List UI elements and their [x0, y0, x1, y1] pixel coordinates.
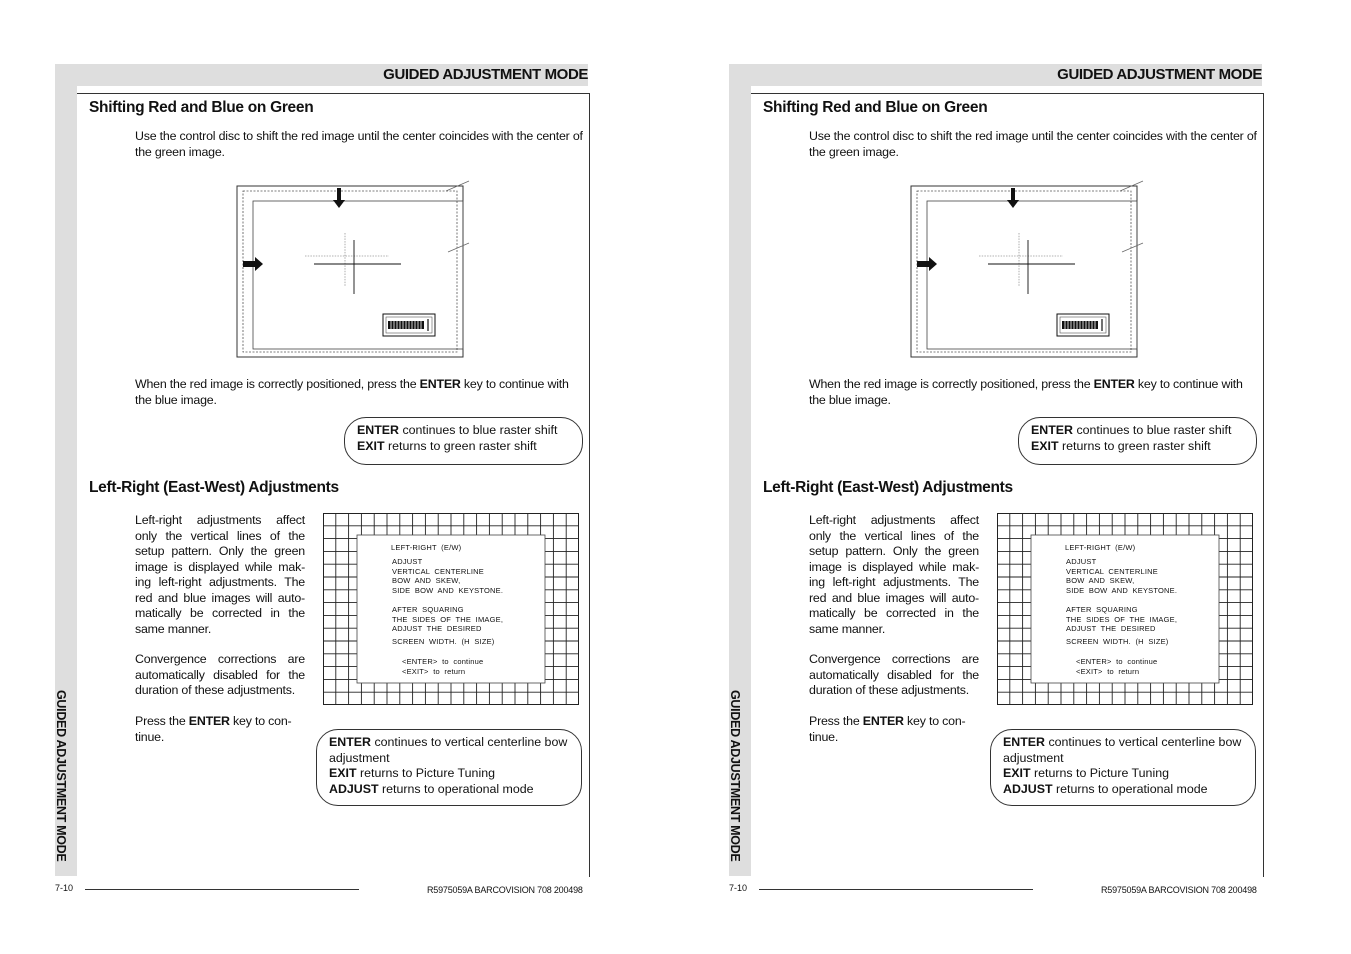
callout-text: returns to Picture Tuning: [1030, 766, 1169, 780]
footer-rule: [759, 889, 1033, 890]
callout-left-right: [316, 729, 582, 806]
osd-title: LEFT-RIGHT (E/W): [391, 543, 462, 552]
callout-line-exit: [329, 766, 569, 782]
left-right-paragraph-2: Convergence corrections are automatically disabled for the duration of these adjustments.: [809, 652, 979, 697]
left-right-paragraph-3: [135, 714, 307, 745]
footer-reference: R5975059A BARCOVISION 708 200498: [427, 885, 583, 895]
left-right-paragraph-3: [809, 714, 981, 745]
manual-page: [55, 0, 655, 954]
callout-line-adjust: [1003, 782, 1243, 798]
callout-line-exit: [1003, 766, 1243, 782]
callout-key: EXIT: [1031, 438, 1059, 453]
callout-key: ADJUST: [329, 781, 379, 796]
footer-reference: R5975059A BARCOVISION 708 200498: [1101, 885, 1257, 895]
left-right-paragraph-1: Left-right adjustments affect only the vertical lines of the setup pattern. Only the green image is displayed while mak-ing left-right adjustments. The red and blue images will auto-matically be corrected in the same manner.: [809, 513, 979, 636]
callout-key: EXIT: [329, 766, 357, 780]
shift-after-pre: When the red image is correctly positioned, press the: [135, 377, 420, 391]
press-post: key to con-tinue.: [135, 714, 292, 744]
footer-rule: [85, 889, 359, 890]
section-heading-left-right: Left-Right (East-West) Adjustments: [89, 479, 339, 496]
osd-block-adjust: ADJUST VERTICAL CENTERLINE BOW AND SKEW, SIDE BOW AND KEYSTONE.: [1066, 557, 1178, 595]
callout-text: returns to operational mode: [1052, 781, 1208, 796]
frame-top-rule: [77, 93, 590, 94]
frame-right-rule: [1263, 93, 1264, 877]
press-key: ENTER: [188, 714, 230, 728]
section-heading-shift: Shifting Red and Blue on Green: [763, 99, 988, 116]
callout-line-enter: [329, 735, 569, 766]
header-title: GUIDED ADJUSTMENT MODE: [383, 66, 588, 83]
page-number: 7-10: [55, 883, 74, 893]
callout-left-right: [990, 729, 1256, 806]
callout-line-exit: [357, 439, 570, 455]
side-title-text: GUIDED ADJUSTMENT MODE: [54, 690, 68, 862]
osd-block-width: SCREEN WIDTH. (H SIZE): [1066, 637, 1169, 646]
callout-key: EXIT: [357, 438, 385, 453]
raster-shift-figure: [909, 178, 1149, 362]
press-post: key to con-tinue.: [809, 714, 966, 744]
osd-block-width: SCREEN WIDTH. (H SIZE): [392, 637, 495, 646]
left-right-paragraph-1: Left-right adjustments affect only the vertical lines of the setup pattern. Only the green image is displayed while mak-ing left-right adjustments. The red and blue images will auto-matically be corrected in the same manner.: [135, 513, 305, 636]
frame-top-rule: [751, 93, 1264, 94]
shift-after-text: [135, 377, 587, 408]
shift-after-post: key to continue with the blue image.: [809, 377, 1243, 407]
callout-line-enter: [1031, 423, 1244, 439]
callout-text: continues to blue raster shift: [399, 423, 558, 437]
page-number: 7-10: [729, 883, 748, 893]
left-right-paragraph-2: Convergence corrections are automatically disabled for the duration of these adjustments.: [135, 652, 305, 697]
osd-block-after: AFTER SQUARING THE SIDES OF THE IMAGE, ADJUST THE DESIRED: [392, 605, 504, 633]
callout-raster-shift: [1018, 417, 1257, 465]
shift-after-key: ENTER: [419, 377, 461, 391]
callout-line-enter: [357, 423, 570, 439]
press-key: ENTER: [862, 714, 904, 728]
shift-after-key: ENTER: [1093, 377, 1135, 391]
callout-text: returns to operational mode: [378, 781, 534, 796]
shift-after-pre: When the red image is correctly positioned, press the: [809, 377, 1094, 391]
callout-text: continues to blue raster shift: [1073, 423, 1232, 437]
callout-line-exit: [1031, 439, 1244, 455]
shift-after-text: [809, 377, 1261, 408]
frame-right-rule: [589, 93, 590, 877]
callout-text: continues to vertical centerline bow adjustment: [1003, 735, 1242, 765]
callout-line-adjust: [329, 782, 569, 798]
callout-text: continues to vertical centerline bow adjustment: [329, 735, 568, 765]
shift-intro-text: Use the control disc to shift the red image until the center coincides with the center of the green image.: [135, 129, 583, 159]
callout-key: ENTER: [1003, 735, 1045, 749]
callout-raster-shift: [344, 417, 583, 465]
side-title-text: GUIDED ADJUSTMENT MODE: [728, 690, 742, 862]
section-heading-left-right: Left-Right (East-West) Adjustments: [763, 479, 1013, 496]
shift-after-post: key to continue with the blue image.: [135, 377, 569, 407]
callout-line-enter: [1003, 735, 1243, 766]
header-title: GUIDED ADJUSTMENT MODE: [1057, 66, 1262, 83]
press-pre: Press the: [135, 714, 189, 728]
press-pre: Press the: [809, 714, 863, 728]
callout-key: EXIT: [1003, 766, 1031, 780]
osd-title: LEFT-RIGHT (E/W): [1065, 543, 1136, 552]
osd-block-keys: <ENTER> to continue <EXIT> to return: [402, 657, 484, 676]
callout-key: ENTER: [1031, 423, 1073, 437]
shift-intro-text: Use the control disc to shift the red image until the center coincides with the center of the green image.: [809, 129, 1257, 159]
callout-key: ADJUST: [1003, 781, 1053, 796]
callout-text: returns to Picture Tuning: [356, 766, 495, 780]
osd-block-adjust: ADJUST VERTICAL CENTERLINE BOW AND SKEW, SIDE BOW AND KEYSTONE.: [392, 557, 504, 595]
callout-key: ENTER: [329, 735, 371, 749]
section-heading-shift: Shifting Red and Blue on Green: [89, 99, 314, 116]
callout-text: returns to green raster shift: [384, 438, 537, 453]
callout-text: returns to green raster shift: [1058, 438, 1211, 453]
osd-block-keys: <ENTER> to continue <EXIT> to return: [1076, 657, 1158, 676]
manual-page: [729, 0, 1329, 954]
callout-key: ENTER: [357, 423, 399, 437]
raster-shift-figure: [235, 178, 475, 362]
osd-block-after: AFTER SQUARING THE SIDES OF THE IMAGE, ADJUST THE DESIRED: [1066, 605, 1178, 633]
